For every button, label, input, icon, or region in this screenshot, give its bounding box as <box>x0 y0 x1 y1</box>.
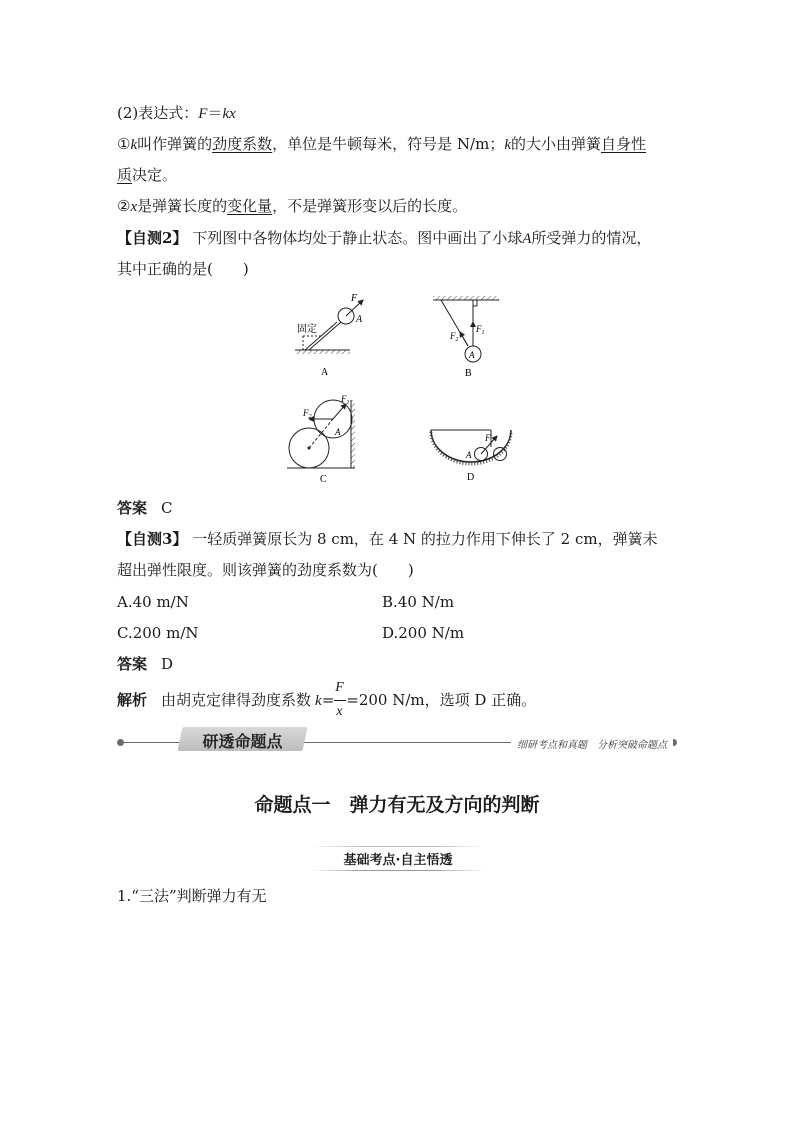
question-text: 一轻质弹簧原长为 8 cm，在 4 N 的拉力作用下伸长了 2 cm，弹簧未 <box>192 530 658 548</box>
subheading: 基础考点·自主悟透 <box>343 853 453 868</box>
circle-number-1: ① <box>117 135 131 153</box>
question2-line1 <box>117 228 651 249</box>
question3-line1 <box>117 529 658 549</box>
subheading-rule-bottom <box>310 870 486 871</box>
fraction-denominator: x <box>336 704 343 719</box>
analysis-text: =200 N/m，选项 D 正确。 <box>346 691 537 709</box>
question2-line2 <box>117 259 249 279</box>
note1-text: ，单位是牛顿每米，符号是 N/m； <box>272 135 505 153</box>
panel-label-D: D <box>467 472 475 483</box>
var-A: A <box>522 231 532 247</box>
var-k: k <box>130 137 138 153</box>
panel-label-A: A <box>321 367 329 378</box>
question-tag: 【自测2】 <box>117 229 188 247</box>
note2-line <box>117 196 467 217</box>
item1-heading: 1.“三法”判断弹力有无 <box>117 887 267 905</box>
formula-kx: kx <box>222 106 236 122</box>
answer-value: D <box>161 655 174 673</box>
analysis-text: 由胡克定律得劲度系数 <box>161 691 312 709</box>
answer3-line <box>117 654 173 674</box>
panel-d-diagram <box>431 430 511 483</box>
label-F1: $F_1$ <box>341 394 350 406</box>
label-A: A <box>356 314 363 325</box>
label-A: A <box>466 450 472 460</box>
expression-heading: (2)表达式： <box>117 104 199 122</box>
fraction-F-over-x <box>334 680 346 719</box>
answer-value: C <box>161 499 173 517</box>
question-tag: 【自测3】 <box>117 530 188 548</box>
note1-line1 <box>117 134 646 155</box>
option-a: A.40 m/N <box>117 593 189 611</box>
answer-label: 答案 <box>117 655 148 673</box>
circle-number-2: ② <box>117 197 131 215</box>
subheading-rule-top <box>310 846 486 847</box>
label-F2: $F_2$ <box>303 408 312 420</box>
answer2-line <box>117 498 173 518</box>
var-k: k <box>504 137 511 153</box>
label-fixed: 固定 <box>297 324 317 335</box>
label-F2: $F_2$ <box>450 331 459 343</box>
note1-text: 叫作弹簧的 <box>137 135 213 153</box>
panel-c-diagram <box>287 394 355 485</box>
label-F: F <box>485 433 491 443</box>
option-d: D.200 N/m <box>382 624 465 642</box>
underline-stiffness: 劲度系数 <box>212 135 273 153</box>
underline-property: 自身性 <box>601 135 647 153</box>
formula-F: F <box>198 106 208 122</box>
analysis-eq: = <box>321 691 335 709</box>
question-text: 其中正确的是( ) <box>117 260 249 278</box>
question-text: 下列图中各物体均处于静止状态。图中画出了小球 <box>192 229 523 247</box>
section-tab-label: 研透命题点 <box>202 732 283 751</box>
var-x: x <box>130 199 138 215</box>
panel-a-diagram <box>295 293 363 378</box>
analysis-label: 解析 <box>117 691 148 709</box>
question-text: 超出弹性限度。则该弹簧的劲度系数为( ) <box>117 561 414 579</box>
formula-eq: ＝ <box>207 104 223 122</box>
fraction-numerator: F <box>335 680 344 695</box>
note2-text: 是弹簧长度的 <box>137 197 228 215</box>
option-b: B.40 N/m <box>382 593 455 611</box>
question-text: 所受弹力的情况， <box>531 229 652 247</box>
underline-property: 质 <box>117 166 133 184</box>
fraction-bar <box>334 700 346 701</box>
note2-text: ，不是弹簧形变以后的长度。 <box>272 197 468 215</box>
divider-dot-left <box>117 739 124 746</box>
label-A: A <box>469 350 475 360</box>
note1-line2 <box>117 165 177 185</box>
var-k: k <box>315 693 322 709</box>
underline-change: 变化量 <box>227 197 273 215</box>
answer-label: 答案 <box>117 499 148 517</box>
note1-text: 决定。 <box>132 166 178 184</box>
panel-label-B: B <box>465 368 472 379</box>
section-title: 命题点一 弹力有无及方向的判断 <box>254 794 540 816</box>
panel-b-diagram <box>433 296 499 379</box>
question3-line2 <box>117 560 414 580</box>
expression-line <box>117 103 236 124</box>
option-c: C.200 m/N <box>117 624 199 642</box>
force-diagram-figure <box>285 292 515 492</box>
label-F1: $F_1$ <box>476 324 485 336</box>
label-F: F <box>351 293 358 304</box>
section-bar-caption: 细研考点和真题 分析突破命题点 <box>511 736 673 751</box>
label-A: A <box>335 427 341 437</box>
panel-label-C: C <box>320 474 327 485</box>
note1-text: 的大小由弹簧 <box>511 135 602 153</box>
analysis-line <box>117 680 537 719</box>
